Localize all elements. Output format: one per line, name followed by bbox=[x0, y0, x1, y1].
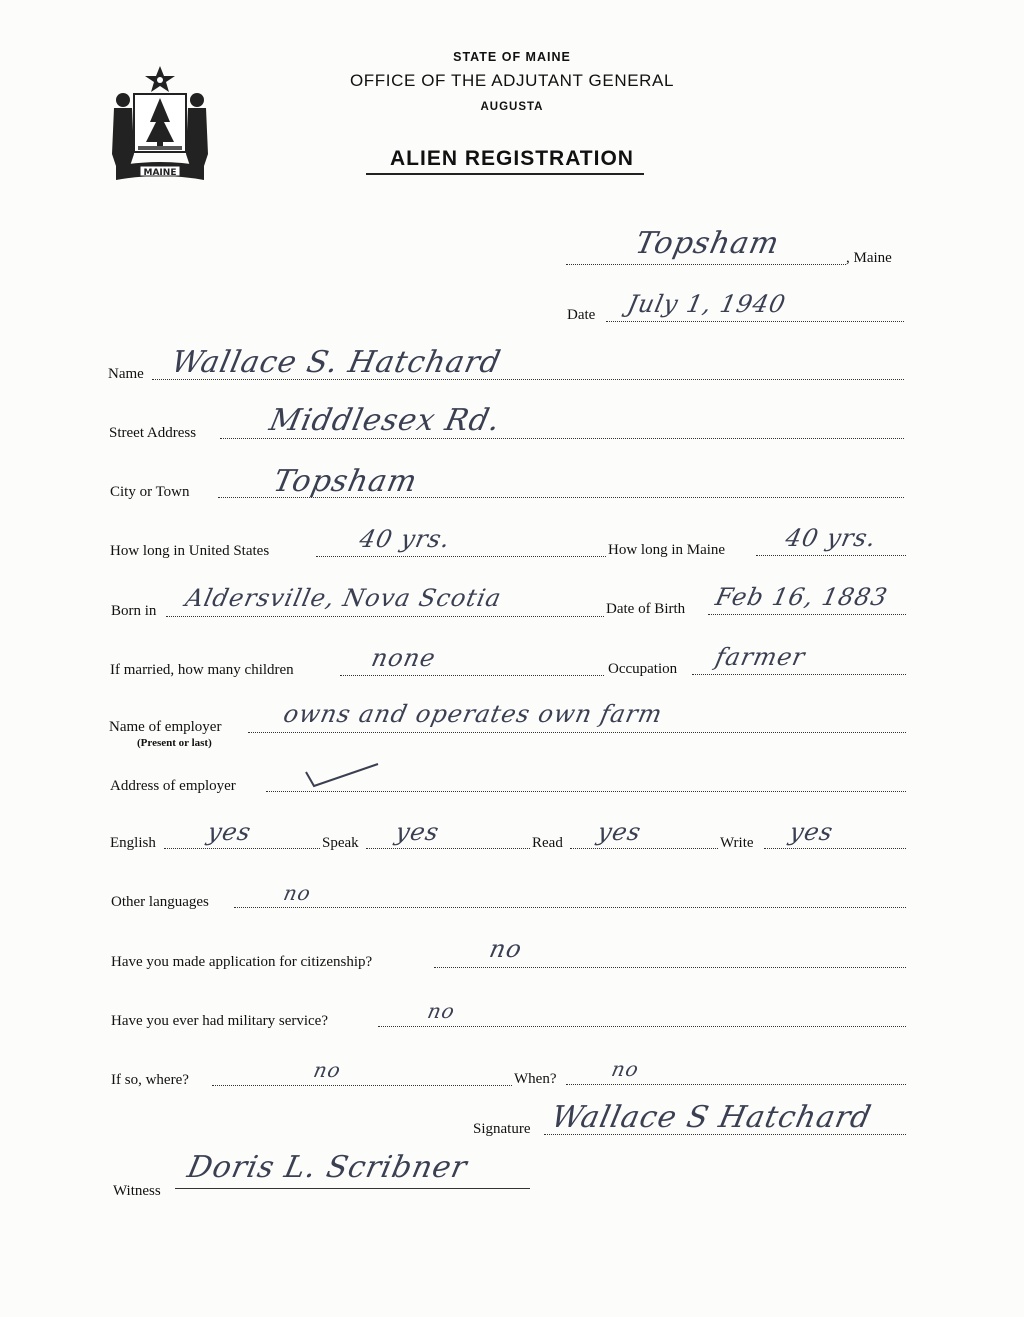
born-label: Born in bbox=[111, 603, 157, 619]
employer-sublabel: (Present or last) bbox=[137, 737, 212, 749]
born-value: Aldersville, Nova Scotia bbox=[183, 584, 505, 612]
military-field[interactable] bbox=[378, 1026, 906, 1027]
title-underline bbox=[366, 173, 644, 175]
employer-address-label: Address of employer bbox=[110, 778, 236, 794]
write-label: Write bbox=[720, 835, 754, 851]
maine-value: 40 yrs. bbox=[783, 524, 880, 552]
date-label: Date bbox=[567, 307, 596, 323]
citizenship-field[interactable] bbox=[434, 967, 906, 968]
witness-value: Doris L. Scribner bbox=[184, 1150, 471, 1185]
when-field[interactable] bbox=[566, 1084, 906, 1085]
english-field[interactable] bbox=[164, 848, 320, 849]
employer-address-field[interactable] bbox=[266, 791, 906, 792]
where-field[interactable] bbox=[212, 1085, 512, 1086]
english-label: English bbox=[110, 835, 156, 851]
citizenship-value: no bbox=[487, 935, 525, 963]
seal-banner-text: MAINE bbox=[143, 168, 177, 178]
witness-label: Witness bbox=[113, 1183, 161, 1199]
write-value: yes bbox=[787, 818, 837, 846]
where-value: no bbox=[311, 1058, 344, 1082]
read-field[interactable] bbox=[570, 848, 718, 849]
employer-value: owns and operates own farm bbox=[281, 700, 666, 728]
city-label: City or Town bbox=[110, 484, 190, 500]
when-label: When? bbox=[514, 1071, 557, 1087]
when-value: no bbox=[609, 1057, 642, 1081]
town-suffix-label: , Maine bbox=[846, 250, 892, 266]
other-languages-value: no bbox=[281, 881, 314, 905]
children-field[interactable] bbox=[340, 675, 604, 676]
header-state: STATE OF MAINE bbox=[453, 50, 571, 64]
read-label: Read bbox=[532, 835, 563, 851]
date-field[interactable] bbox=[606, 321, 904, 322]
dob-field[interactable] bbox=[708, 614, 906, 615]
children-value: none bbox=[369, 644, 439, 672]
read-value: yes bbox=[595, 818, 645, 846]
speak-label: Speak bbox=[322, 835, 359, 851]
employer-label: Name of employer bbox=[109, 719, 222, 735]
occupation-label: Occupation bbox=[608, 661, 678, 677]
maine-field[interactable] bbox=[756, 555, 906, 556]
other-languages-label: Other languages bbox=[111, 894, 209, 910]
employer-field[interactable] bbox=[248, 732, 906, 733]
name-label: Name bbox=[108, 366, 144, 382]
header-office: OFFICE OF THE ADJUTANT GENERAL bbox=[349, 71, 675, 90]
street-label: Street Address bbox=[109, 425, 197, 441]
check-mark-icon bbox=[300, 760, 380, 790]
occupation-value: farmer bbox=[713, 643, 809, 671]
us-value: 40 yrs. bbox=[357, 525, 454, 553]
military-value: no bbox=[425, 999, 458, 1023]
speak-field[interactable] bbox=[366, 848, 530, 849]
town-field[interactable] bbox=[566, 264, 846, 265]
header-city: AUGUSTA bbox=[480, 101, 544, 113]
us-label: How long in United States bbox=[110, 543, 270, 559]
city-value: Topsham bbox=[270, 464, 421, 499]
military-label: Have you ever had military service? bbox=[111, 1013, 328, 1029]
witness-field[interactable] bbox=[175, 1188, 530, 1189]
town-value: Topsham bbox=[632, 226, 783, 261]
form-title: ALIEN REGISTRATION bbox=[390, 147, 634, 170]
occupation-field[interactable] bbox=[692, 674, 906, 675]
dob-value: Feb 16, 1883 bbox=[713, 583, 891, 611]
street-value: Middlesex Rd. bbox=[266, 403, 504, 438]
write-field[interactable] bbox=[764, 848, 906, 849]
citizenship-label: Have you made application for citizenship? bbox=[111, 954, 373, 970]
born-field[interactable] bbox=[166, 616, 604, 617]
maine-label: How long in Maine bbox=[608, 542, 726, 558]
english-value: yes bbox=[205, 818, 255, 846]
name-value: Wallace S. Hatchard bbox=[168, 345, 505, 380]
signature-value: Wallace S Hatchard bbox=[548, 1100, 875, 1135]
date-value: July 1, 1940 bbox=[625, 290, 789, 318]
signature-label: Signature bbox=[473, 1121, 531, 1137]
dob-label: Date of Birth bbox=[606, 601, 686, 617]
children-label: If married, how many children bbox=[110, 662, 294, 678]
us-field[interactable] bbox=[316, 556, 606, 557]
speak-value: yes bbox=[393, 818, 443, 846]
other-languages-field[interactable] bbox=[234, 907, 906, 908]
street-field[interactable] bbox=[220, 438, 904, 439]
where-label: If so, where? bbox=[111, 1072, 189, 1088]
